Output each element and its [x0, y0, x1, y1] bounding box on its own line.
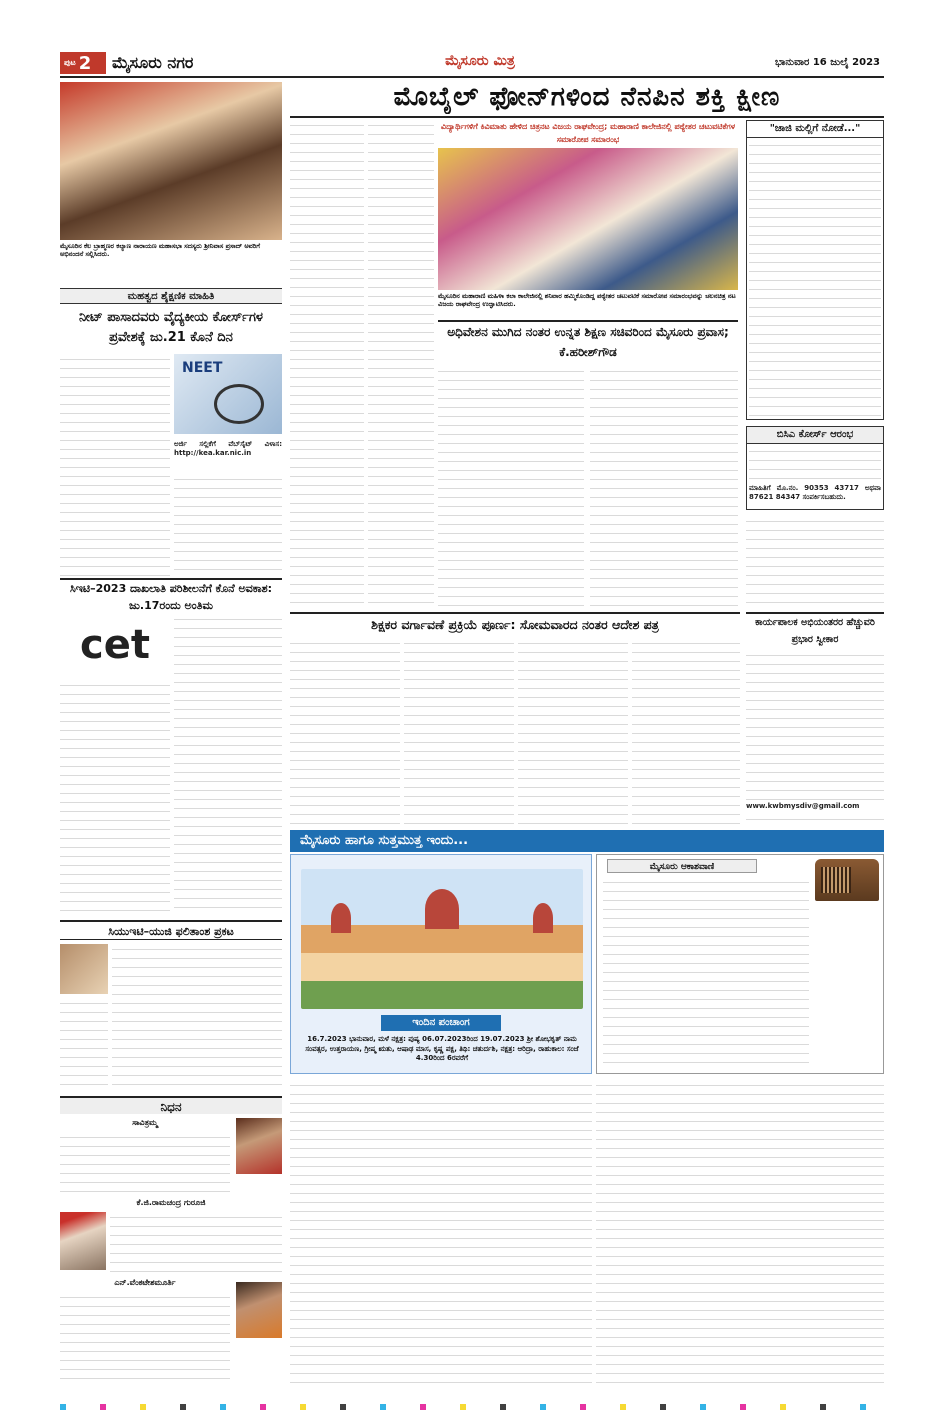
panchanga-title: ಇಂದಿನ ಪಂಚಾಂಗ: [381, 1015, 501, 1031]
lead-headline: ಮೊಬೈಲ್ ಫೋನ್‌ಗಳಿಂದ ನೆನಪಿನ ಶಕ್ತಿ ಕ್ಷೀಣ: [393, 82, 781, 112]
jaji-body: [749, 140, 881, 420]
obituary-photo-0: [236, 1118, 282, 1174]
bca-body: [749, 446, 881, 482]
top-left-photo: [60, 82, 282, 240]
panchanga-text: 16.7.2023 ಭಾನುವಾರ, ಮಳೆ ನಕ್ಷತ್ರ: ಪುಷ್ಯ 06.07.2023ರಿಂದ 19.07.2023 ಶ್ರೀ ಶೋಭಕೃತ್ ನಾಮ ಸಂವತ್ಸರ, ಉತ್ತರಾಯಣ, ಗ್ರೀಷ್ಮ ಋತು, ಆಷಾಢ ಮಾಸ, ಕೃಷ್ಣ ಪಕ್ಷ, ತಿಥಿ: ಚತುರ್ದಶಿ, ನಕ್ಷತ್ರ: ಆರಿದ್ರಾ, ರಾಹುಕಾಲ: ಸಂಜೆ 4.30ರಿಂದ 6ರವರೆಗೆ: [305, 1035, 579, 1062]
masthead: ಮೈಸೂರು ಮಿತ್ರ: [445, 53, 515, 69]
obituary-photo-2: [236, 1282, 282, 1338]
obituary-name-0: ಸಾವಿತ್ರಮ್ಮ: [132, 1118, 158, 1127]
header-rule: [60, 76, 884, 78]
registration-marks: [60, 1404, 884, 1410]
executive-headline: ಕಾರ್ಯಪಾಲಕ ಅಭಿಯಂತರರ ಹೆಚ್ಚುವರಿ ಪ್ರಭಾರ ಸ್ವೀಕಾರ: [746, 612, 884, 646]
obituary-body-0: [60, 1132, 230, 1192]
page-label: ಪುಟ: [64, 58, 76, 67]
radio-icon: [815, 859, 879, 901]
lead-rule: [290, 116, 884, 118]
convocation-headline: ಅಧಿವೇಶನ ಮುಗಿದ ನಂತರ ಉನ್ನತ ಶಿಕ್ಷಣ ಸಚಿವರಿಂದ ಮೈಸೂರು ಪ್ರವಾಸ; ಕೆ.ಹರೀಶ್‌ಗೌಡ: [438, 320, 738, 362]
radio-title: ಮೈಸೂರು ಆಕಾಶವಾಣಿ: [607, 859, 757, 873]
palace-left-tower-icon: [331, 903, 351, 933]
today-band: ಮೈಸೂರು ಹಾಗೂ ಸುತ್ತಮುತ್ತ ಇಂದು...: [290, 830, 884, 852]
lead-caption: ಮೈಸೂರಿನ ಮಹಾರಾಣಿ ಮಹಿಳಾ ಕಲಾ ಕಾಲೇಜಿನಲ್ಲಿ ಶನಿವಾರ ಹಮ್ಮಿಕೊಂಡಿದ್ದ ಪಠ್ಯೇತರ ಚಟುವಟಿಕೆ ಸಮಾರೋಪ ಸಮಾರಂಭವನ್ನು ಚಲನಚಿತ್ರ ನಟ ವಿಜಯ ರಾಘವೇಂದ್ರ ಉದ್ಘಾಟಿಸಿದರು.: [438, 292, 736, 308]
convocation-body-2: [590, 366, 738, 608]
cuet-result-headline: ಸಿಯುಇಟಿ–ಯುಜಿ ಫಲಿತಾಂಶ ಪ್ರಕಟ: [60, 920, 282, 940]
executive-body: [746, 650, 884, 800]
obituary-heading: ನಿಧನ: [60, 1096, 282, 1114]
executive-contact: www.kwbmysdiv@gmail.com: [746, 802, 860, 810]
obituary-body-1: [110, 1212, 282, 1272]
cet-body-right: [174, 614, 282, 914]
neet-logo: [174, 354, 282, 434]
section-title: ಮೈಸೂರು ನಗರ: [112, 53, 194, 72]
convocation-body-1: [438, 366, 584, 608]
lead-body-col1: [290, 120, 364, 608]
executive-body-2: [746, 814, 884, 828]
lead-photo-strap: ವಿದ್ಯಾರ್ಥಿಗಳಿಗೆ ಕಿವಿಮಾತು ಹೇಳಿದ ಚಿತ್ರನಟ ವಿಜಯ ರಾಘವೇಂದ್ರ; ಮಹಾರಾಣಿ ಕಾಲೇಜಿನಲ್ಲಿ ಪಠ್ಯೇತರ ಚಟುವಟಿಕೆಗಳ ಸಮಾರೋಪ ಸಮಾರಂಭ: [440, 122, 736, 144]
teachers-body-1: [290, 638, 400, 826]
stethoscope-icon: [214, 384, 264, 424]
palace-dome-icon: [425, 889, 459, 929]
palace-image: [301, 869, 583, 1009]
palace-right-tower-icon: [533, 903, 553, 933]
bca-tail-body: [746, 516, 884, 608]
bca-box: [746, 426, 884, 510]
teachers-body-2: [404, 638, 514, 826]
cet-logo-text: cet: [80, 622, 150, 668]
obituary-name-2: ಎನ್.ವೆಂಕಟೇಶಮೂರ್ತಿ: [114, 1278, 176, 1287]
cet-logo: [60, 614, 170, 676]
neet-body-2: [174, 474, 282, 578]
lead-body-col2: [368, 120, 434, 608]
lead-photo: [438, 148, 738, 290]
bca-headline: ಬಿಸಿಎ ಕೋರ್ಸ್ ಆರಂಭ: [747, 427, 883, 444]
cuet-body-2: [60, 998, 108, 1090]
issue-date: ಭಾನುವಾರ 16 ಜುಲೈ 2023: [775, 57, 880, 68]
radio-grille: [821, 867, 851, 893]
cet-body-left: [60, 680, 170, 914]
bca-phone: ಮಾಹಿತಿಗೆ ಮೊ.ನಂ. 90353 43717 ಅಥವಾ 87621 84347 ಸಂಪರ್ಕಿಸಬಹುದು.: [749, 484, 881, 501]
page-number: 2: [78, 52, 92, 74]
obituary-photo-1: [60, 1212, 106, 1270]
jaji-box: [746, 120, 884, 420]
cet-headline: ಸಿಇಟಿ–2023 ದಾಖಲಾತಿ ಪರಿಶೀಲನೆಗೆ ಕೊನೆ ಅವಕಾಶ: ಜು.17ರಂದು ಅಂತಿಮ: [60, 578, 282, 612]
page-header: [0, 0, 945, 78]
page-number-badge: [60, 52, 106, 74]
jaji-headline: "ಜಾಜಿ ಮಲ್ಲಿಗೆ ನೋಡೆ...": [747, 121, 883, 138]
teachers-body-3: [518, 638, 628, 826]
neet-body: [60, 354, 170, 578]
neet-headline: ನೀಟ್ ಪಾಸಾದವರು ವೈದ್ಯಕೀಯ ಕೋರ್ಸ್‌ಗಳ ಪ್ರವೇಶಕ್ಕೆ ಜು.21 ಕೊನೆ ದಿನ: [79, 310, 263, 345]
palace-panel: [290, 854, 592, 1074]
top-left-strap: ಮಹತ್ವದ ಶೈಕ್ಷಣಿಕ ಮಾಹಿತಿ: [60, 288, 282, 304]
cuet-body: [112, 944, 282, 1090]
neet-note: ಅರ್ಜಿ ಸಲ್ಲಿಕೆಗೆ ವೆಬ್‌ಸೈಟ್ ವಿಳಾಸ: http://kea.kar.nic.in: [174, 440, 282, 457]
today-listings-col1: [290, 1080, 592, 1384]
teachers-body-4: [632, 638, 740, 826]
radio-schedule: [603, 877, 809, 1069]
radio-panel: [596, 854, 884, 1074]
obituary-body-2: [60, 1292, 230, 1384]
neet-logo-text: NEET: [182, 360, 223, 376]
teachers-headline: ಶಿಕ್ಷಕರ ವರ್ಗಾವಣೆ ಪ್ರಕ್ರಿಯೆ ಪೂರ್ಣ: ಸೋಮವಾರದ ನಂತರ ಆದೇಶ ಪತ್ರ: [290, 612, 740, 634]
cuet-photo: [60, 944, 108, 994]
top-left-caption: ಮೈಸೂರಿನ ಕೆಲ ಬ್ರಾಹ್ಮಣರ ಕಲ್ಯಾಣ ನಾರಾಯಣ ಮಹಾಸಭಾ ಸದಸ್ಯರು ಶ್ರೀನಿವಾಸ ಪ್ರಸಾದ್ ಅವರಿಗೆ ಅಭಿನಂದನೆ ಸಲ್ಲಿಸಿದರು.: [60, 242, 261, 258]
obituary-name-1: ಕೆ.ಜಿ.ರಾಮಚಂದ್ರ ಗುರೂಜಿ: [136, 1198, 206, 1207]
today-listings-col2: [596, 1080, 884, 1384]
